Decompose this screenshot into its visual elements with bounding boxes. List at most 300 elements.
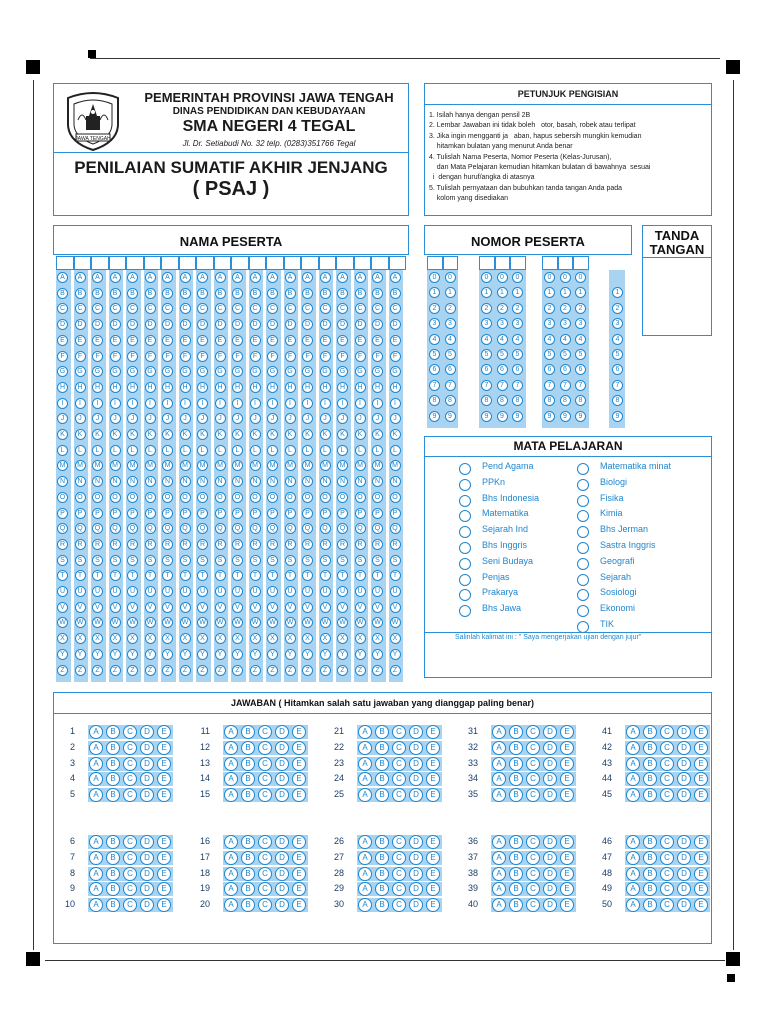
nama-bubble[interactable]: Y <box>215 649 226 660</box>
nama-bubble[interactable]: D <box>162 319 173 330</box>
nama-bubble[interactable]: M <box>180 460 191 471</box>
nama-bubble[interactable]: L <box>232 445 243 456</box>
nama-bubble[interactable]: Q <box>180 523 191 534</box>
nama-bubble[interactable]: L <box>162 445 173 456</box>
nama-bubble[interactable]: R <box>372 539 383 550</box>
nama-bubble[interactable]: A <box>197 272 208 283</box>
nama-bubble[interactable]: H <box>302 382 313 393</box>
answer-bubble[interactable]: B <box>106 757 120 771</box>
nama-bubble[interactable]: N <box>162 476 173 487</box>
nama-bubble[interactable]: P <box>162 508 173 519</box>
nama-bubble[interactable]: H <box>110 382 121 393</box>
nomor-bubble[interactable]: 5 <box>497 349 508 360</box>
answer-bubble[interactable]: B <box>375 867 389 881</box>
answer-bubble[interactable]: A <box>626 788 640 802</box>
nama-bubble[interactable]: X <box>355 633 366 644</box>
answer-bubble[interactable]: E <box>560 867 574 881</box>
nama-bubble[interactable]: P <box>372 508 383 519</box>
answer-bubble[interactable]: B <box>643 788 657 802</box>
subject-bubble[interactable] <box>577 605 589 617</box>
answer-bubble[interactable]: B <box>106 772 120 786</box>
nama-bubble[interactable]: K <box>92 429 103 440</box>
nama-bubble[interactable]: F <box>180 351 191 362</box>
nama-bubble[interactable]: S <box>285 555 296 566</box>
nomor-bubble[interactable]: 9 <box>481 411 492 422</box>
nama-bubble[interactable]: S <box>250 555 261 566</box>
nama-bubble[interactable]: M <box>285 460 296 471</box>
answer-bubble[interactable]: D <box>275 851 289 865</box>
nama-bubble[interactable]: D <box>337 319 348 330</box>
answer-bubble[interactable]: E <box>560 882 574 896</box>
answer-bubble[interactable]: E <box>560 772 574 786</box>
answer-bubble[interactable]: B <box>375 882 389 896</box>
nama-bubble[interactable]: G <box>285 366 296 377</box>
nama-bubble[interactable]: M <box>57 460 68 471</box>
nama-bubble[interactable]: T <box>285 570 296 581</box>
nama-bubble[interactable]: N <box>355 476 366 487</box>
nama-bubble[interactable]: H <box>92 382 103 393</box>
nama-bubble[interactable]: W <box>92 617 103 628</box>
nama-bubble[interactable]: L <box>250 445 261 456</box>
nama-bubble[interactable]: R <box>127 539 138 550</box>
nama-bubble[interactable]: E <box>372 335 383 346</box>
answer-bubble[interactable]: B <box>106 741 120 755</box>
nomor-bubble[interactable]: 8 <box>560 395 571 406</box>
answer-bubble[interactable]: A <box>492 867 506 881</box>
answer-bubble[interactable]: D <box>409 882 423 896</box>
answer-bubble[interactable]: B <box>375 725 389 739</box>
nama-bubble[interactable]: D <box>390 319 401 330</box>
answer-bubble[interactable]: D <box>140 741 154 755</box>
nama-bubble[interactable]: A <box>127 272 138 283</box>
nomor-bubble[interactable]: 6 <box>512 364 523 375</box>
subject-bubble[interactable] <box>577 589 589 601</box>
nama-bubble[interactable]: X <box>337 633 348 644</box>
nama-bubble[interactable]: I <box>320 398 331 409</box>
nama-bubble[interactable]: B <box>302 288 313 299</box>
answer-bubble[interactable]: C <box>526 835 540 849</box>
nama-bubble[interactable]: U <box>232 586 243 597</box>
answer-bubble[interactable]: B <box>509 757 523 771</box>
answer-bubble[interactable]: E <box>157 757 171 771</box>
nama-bubble[interactable]: K <box>337 429 348 440</box>
nama-bubble[interactable]: J <box>57 413 68 424</box>
nama-bubble[interactable]: R <box>320 539 331 550</box>
nama-bubble[interactable]: O <box>285 492 296 503</box>
answer-bubble[interactable]: B <box>509 851 523 865</box>
nomor-digit-box[interactable] <box>479 256 495 270</box>
answer-bubble[interactable]: B <box>509 725 523 739</box>
nomor-bubble[interactable]: 0 <box>575 272 586 283</box>
nama-bubble[interactable]: F <box>215 351 226 362</box>
nama-bubble[interactable]: W <box>320 617 331 628</box>
nama-bubble[interactable]: C <box>92 303 103 314</box>
answer-bubble[interactable]: A <box>89 867 103 881</box>
nama-bubble[interactable]: I <box>57 398 68 409</box>
nama-bubble[interactable]: X <box>127 633 138 644</box>
nama-bubble[interactable]: L <box>355 445 366 456</box>
nama-bubble[interactable]: Q <box>75 523 86 534</box>
subject-bubble[interactable] <box>577 510 589 522</box>
nama-bubble[interactable]: M <box>92 460 103 471</box>
answer-bubble[interactable]: D <box>677 725 691 739</box>
nomor-bubble[interactable]: 5 <box>544 349 555 360</box>
nama-bubble[interactable]: N <box>267 476 278 487</box>
nama-bubble[interactable]: H <box>197 382 208 393</box>
nama-bubble[interactable]: T <box>110 570 121 581</box>
nomor-bubble[interactable]: 2 <box>497 303 508 314</box>
answer-bubble[interactable]: D <box>409 757 423 771</box>
answer-bubble[interactable]: C <box>660 741 674 755</box>
subject-bubble[interactable] <box>577 495 589 507</box>
nama-bubble[interactable]: O <box>250 492 261 503</box>
answer-bubble[interactable]: D <box>409 725 423 739</box>
answer-bubble[interactable]: B <box>241 772 255 786</box>
nama-bubble[interactable]: V <box>390 602 401 613</box>
subject-bubble[interactable] <box>459 479 471 491</box>
answer-bubble[interactable]: D <box>543 898 557 912</box>
nama-bubble[interactable]: D <box>285 319 296 330</box>
nama-bubble[interactable]: R <box>92 539 103 550</box>
nama-bubble[interactable]: B <box>337 288 348 299</box>
nama-bubble[interactable]: R <box>215 539 226 550</box>
nama-bubble[interactable]: C <box>337 303 348 314</box>
answer-bubble[interactable]: E <box>560 788 574 802</box>
answer-bubble[interactable]: E <box>560 898 574 912</box>
nama-bubble[interactable]: Y <box>75 649 86 660</box>
answer-bubble[interactable]: B <box>509 772 523 786</box>
nama-bubble[interactable]: L <box>267 445 278 456</box>
answer-bubble[interactable]: E <box>157 898 171 912</box>
nama-bubble[interactable]: Z <box>390 665 401 676</box>
nama-bubble[interactable]: W <box>337 617 348 628</box>
answer-bubble[interactable]: E <box>694 835 708 849</box>
answer-bubble[interactable]: C <box>123 835 137 849</box>
nama-bubble[interactable]: V <box>372 602 383 613</box>
nama-bubble[interactable]: V <box>267 602 278 613</box>
nomor-bubble[interactable]: 0 <box>560 272 571 283</box>
nama-bubble[interactable]: H <box>320 382 331 393</box>
nama-bubble[interactable]: M <box>145 460 156 471</box>
nama-bubble[interactable]: G <box>110 366 121 377</box>
nama-bubble[interactable]: N <box>302 476 313 487</box>
nama-letter-box[interactable] <box>389 256 407 270</box>
nama-bubble[interactable]: K <box>320 429 331 440</box>
nama-bubble[interactable]: G <box>390 366 401 377</box>
nomor-bubble[interactable]: 3 <box>445 318 456 329</box>
nama-bubble[interactable]: O <box>162 492 173 503</box>
nama-bubble[interactable]: P <box>302 508 313 519</box>
answer-bubble[interactable]: E <box>426 882 440 896</box>
answer-bubble[interactable]: B <box>375 835 389 849</box>
nama-bubble[interactable]: U <box>127 586 138 597</box>
nama-bubble[interactable]: V <box>162 602 173 613</box>
answer-bubble[interactable]: A <box>89 835 103 849</box>
nama-bubble[interactable]: L <box>372 445 383 456</box>
answer-bubble[interactable]: A <box>224 867 238 881</box>
answer-bubble[interactable]: D <box>677 741 691 755</box>
nama-bubble[interactable]: D <box>75 319 86 330</box>
nama-bubble[interactable]: G <box>372 366 383 377</box>
nama-bubble[interactable]: T <box>57 570 68 581</box>
nama-bubble[interactable]: B <box>75 288 86 299</box>
nama-bubble[interactable]: Q <box>285 523 296 534</box>
tanda-tangan-box[interactable] <box>642 225 712 336</box>
nama-bubble[interactable]: V <box>75 602 86 613</box>
answer-bubble[interactable]: A <box>224 772 238 786</box>
nama-bubble[interactable]: M <box>390 460 401 471</box>
nama-bubble[interactable]: U <box>250 586 261 597</box>
nama-bubble[interactable]: B <box>320 288 331 299</box>
answer-bubble[interactable]: C <box>258 882 272 896</box>
nama-bubble[interactable]: K <box>110 429 121 440</box>
answer-bubble[interactable]: B <box>643 867 657 881</box>
nama-letter-box[interactable] <box>371 256 389 270</box>
answer-bubble[interactable]: C <box>123 788 137 802</box>
answer-bubble[interactable]: D <box>543 772 557 786</box>
answer-bubble[interactable]: A <box>626 725 640 739</box>
nama-bubble[interactable]: L <box>390 445 401 456</box>
nama-bubble[interactable]: J <box>390 413 401 424</box>
answer-bubble[interactable]: A <box>224 851 238 865</box>
answer-bubble[interactable]: C <box>392 851 406 865</box>
nama-bubble[interactable]: K <box>267 429 278 440</box>
nama-bubble[interactable]: J <box>180 413 191 424</box>
nomor-extra-bubble[interactable]: 8 <box>612 395 623 406</box>
answer-bubble[interactable]: E <box>694 772 708 786</box>
nomor-bubble[interactable]: 3 <box>544 318 555 329</box>
nomor-extra-bubble[interactable]: 2 <box>612 303 623 314</box>
nama-bubble[interactable]: Y <box>92 649 103 660</box>
nama-bubble[interactable]: W <box>145 617 156 628</box>
answer-bubble[interactable]: A <box>492 757 506 771</box>
nama-bubble[interactable]: C <box>215 303 226 314</box>
nama-bubble[interactable]: C <box>127 303 138 314</box>
answer-bubble[interactable]: E <box>694 898 708 912</box>
nama-bubble[interactable]: C <box>162 303 173 314</box>
answer-bubble[interactable]: B <box>375 788 389 802</box>
answer-bubble[interactable]: E <box>560 757 574 771</box>
answer-bubble[interactable]: B <box>241 788 255 802</box>
nama-bubble[interactable]: Y <box>127 649 138 660</box>
answer-bubble[interactable]: D <box>275 757 289 771</box>
nama-bubble[interactable]: I <box>267 398 278 409</box>
answer-bubble[interactable]: D <box>543 835 557 849</box>
subject-bubble[interactable] <box>577 463 589 475</box>
nama-bubble[interactable]: P <box>215 508 226 519</box>
nama-bubble[interactable]: C <box>285 303 296 314</box>
nama-bubble[interactable]: E <box>355 335 366 346</box>
nama-bubble[interactable]: E <box>302 335 313 346</box>
answer-bubble[interactable]: D <box>275 788 289 802</box>
nama-bubble[interactable]: Z <box>267 665 278 676</box>
nama-bubble[interactable]: O <box>75 492 86 503</box>
nomor-bubble[interactable]: 7 <box>429 380 440 391</box>
nomor-bubble[interactable]: 4 <box>560 334 571 345</box>
nama-bubble[interactable]: N <box>197 476 208 487</box>
nama-letter-box[interactable] <box>144 256 162 270</box>
nama-bubble[interactable]: X <box>320 633 331 644</box>
nama-bubble[interactable]: Q <box>110 523 121 534</box>
answer-bubble[interactable]: A <box>492 741 506 755</box>
answer-bubble[interactable]: D <box>275 835 289 849</box>
answer-bubble[interactable]: A <box>492 725 506 739</box>
nama-bubble[interactable]: K <box>162 429 173 440</box>
nama-bubble[interactable]: A <box>302 272 313 283</box>
answer-bubble[interactable]: D <box>543 757 557 771</box>
nama-bubble[interactable]: C <box>232 303 243 314</box>
answer-bubble[interactable]: C <box>526 741 540 755</box>
nama-bubble[interactable]: U <box>267 586 278 597</box>
answer-bubble[interactable]: A <box>224 898 238 912</box>
nama-bubble[interactable]: E <box>232 335 243 346</box>
nama-bubble[interactable]: E <box>75 335 86 346</box>
answer-bubble[interactable]: B <box>241 757 255 771</box>
nomor-bubble[interactable]: 3 <box>497 318 508 329</box>
nama-bubble[interactable]: Y <box>250 649 261 660</box>
answer-bubble[interactable]: A <box>492 772 506 786</box>
nama-bubble[interactable]: D <box>267 319 278 330</box>
answer-bubble[interactable]: D <box>409 851 423 865</box>
nomor-bubble[interactable]: 1 <box>560 287 571 298</box>
nama-bubble[interactable]: U <box>320 586 331 597</box>
nama-bubble[interactable]: E <box>250 335 261 346</box>
subject-bubble[interactable] <box>459 526 471 538</box>
nama-bubble[interactable]: N <box>110 476 121 487</box>
nama-bubble[interactable]: B <box>110 288 121 299</box>
answer-bubble[interactable]: A <box>89 725 103 739</box>
nama-bubble[interactable]: A <box>250 272 261 283</box>
nama-bubble[interactable]: T <box>162 570 173 581</box>
nama-bubble[interactable]: T <box>145 570 156 581</box>
nama-bubble[interactable]: N <box>215 476 226 487</box>
nama-bubble[interactable]: I <box>302 398 313 409</box>
nama-bubble[interactable]: S <box>197 555 208 566</box>
nama-bubble[interactable]: P <box>320 508 331 519</box>
nomor-bubble[interactable]: 7 <box>497 380 508 391</box>
nama-bubble[interactable]: L <box>302 445 313 456</box>
nama-bubble[interactable]: F <box>232 351 243 362</box>
nama-bubble[interactable]: Z <box>162 665 173 676</box>
nama-bubble[interactable]: A <box>57 272 68 283</box>
nama-bubble[interactable]: E <box>320 335 331 346</box>
nama-bubble[interactable]: J <box>355 413 366 424</box>
nomor-bubble[interactable]: 8 <box>429 395 440 406</box>
nomor-bubble[interactable]: 8 <box>512 395 523 406</box>
nama-bubble[interactable]: F <box>197 351 208 362</box>
nama-bubble[interactable]: K <box>180 429 191 440</box>
nama-bubble[interactable]: O <box>232 492 243 503</box>
nama-bubble[interactable]: O <box>302 492 313 503</box>
nama-bubble[interactable]: S <box>127 555 138 566</box>
answer-bubble[interactable]: E <box>157 788 171 802</box>
nama-bubble[interactable]: M <box>320 460 331 471</box>
nama-bubble[interactable]: E <box>110 335 121 346</box>
nama-bubble[interactable]: Q <box>355 523 366 534</box>
nomor-bubble[interactable]: 1 <box>445 287 456 298</box>
answer-bubble[interactable]: E <box>292 725 306 739</box>
answer-bubble[interactable]: D <box>543 851 557 865</box>
nomor-bubble[interactable]: 4 <box>575 334 586 345</box>
nama-bubble[interactable]: F <box>285 351 296 362</box>
nama-bubble[interactable]: H <box>232 382 243 393</box>
answer-bubble[interactable]: E <box>292 772 306 786</box>
nomor-bubble[interactable]: 9 <box>429 411 440 422</box>
answer-bubble[interactable]: E <box>694 851 708 865</box>
nama-bubble[interactable]: U <box>337 586 348 597</box>
nama-bubble[interactable]: T <box>127 570 138 581</box>
nama-bubble[interactable]: L <box>197 445 208 456</box>
nama-bubble[interactable]: O <box>197 492 208 503</box>
nama-bubble[interactable]: K <box>75 429 86 440</box>
nama-letter-box[interactable] <box>249 256 267 270</box>
nama-bubble[interactable]: U <box>75 586 86 597</box>
nama-bubble[interactable]: L <box>145 445 156 456</box>
nama-bubble[interactable]: H <box>57 382 68 393</box>
nomor-bubble[interactable]: 8 <box>575 395 586 406</box>
answer-bubble[interactable]: A <box>89 898 103 912</box>
answer-bubble[interactable]: E <box>426 851 440 865</box>
nama-bubble[interactable]: G <box>215 366 226 377</box>
nama-bubble[interactable]: T <box>75 570 86 581</box>
answer-bubble[interactable]: A <box>492 835 506 849</box>
nomor-bubble[interactable]: 9 <box>497 411 508 422</box>
answer-bubble[interactable]: C <box>258 757 272 771</box>
nama-bubble[interactable]: W <box>302 617 313 628</box>
nama-bubble[interactable]: B <box>250 288 261 299</box>
answer-bubble[interactable]: E <box>292 757 306 771</box>
answer-bubble[interactable]: A <box>89 757 103 771</box>
answer-bubble[interactable]: B <box>106 788 120 802</box>
nama-bubble[interactable]: F <box>92 351 103 362</box>
nama-bubble[interactable]: B <box>372 288 383 299</box>
answer-bubble[interactable]: E <box>694 757 708 771</box>
nama-bubble[interactable]: P <box>232 508 243 519</box>
nomor-bubble[interactable]: 2 <box>429 303 440 314</box>
nama-bubble[interactable]: M <box>110 460 121 471</box>
nama-bubble[interactable]: X <box>215 633 226 644</box>
nama-bubble[interactable]: E <box>162 335 173 346</box>
answer-bubble[interactable]: D <box>677 772 691 786</box>
nama-bubble[interactable]: Y <box>162 649 173 660</box>
answer-bubble[interactable]: D <box>677 898 691 912</box>
nama-bubble[interactable]: T <box>92 570 103 581</box>
nama-bubble[interactable]: H <box>215 382 226 393</box>
nama-bubble[interactable]: P <box>75 508 86 519</box>
answer-bubble[interactable]: C <box>660 835 674 849</box>
nama-bubble[interactable]: M <box>162 460 173 471</box>
answer-bubble[interactable]: D <box>543 867 557 881</box>
nama-bubble[interactable]: O <box>57 492 68 503</box>
nama-bubble[interactable]: T <box>232 570 243 581</box>
nama-bubble[interactable]: X <box>302 633 313 644</box>
nama-bubble[interactable]: G <box>267 366 278 377</box>
nama-bubble[interactable]: Q <box>127 523 138 534</box>
nama-bubble[interactable]: L <box>215 445 226 456</box>
answer-bubble[interactable]: C <box>526 757 540 771</box>
answer-bubble[interactable]: B <box>643 757 657 771</box>
nama-bubble[interactable]: H <box>145 382 156 393</box>
nama-bubble[interactable]: W <box>127 617 138 628</box>
nomor-bubble[interactable]: 0 <box>544 272 555 283</box>
nama-bubble[interactable]: P <box>285 508 296 519</box>
nama-bubble[interactable]: D <box>92 319 103 330</box>
nama-bubble[interactable]: D <box>127 319 138 330</box>
nama-bubble[interactable]: V <box>197 602 208 613</box>
nama-bubble[interactable]: J <box>372 413 383 424</box>
nama-bubble[interactable]: I <box>215 398 226 409</box>
answer-bubble[interactable]: D <box>677 757 691 771</box>
